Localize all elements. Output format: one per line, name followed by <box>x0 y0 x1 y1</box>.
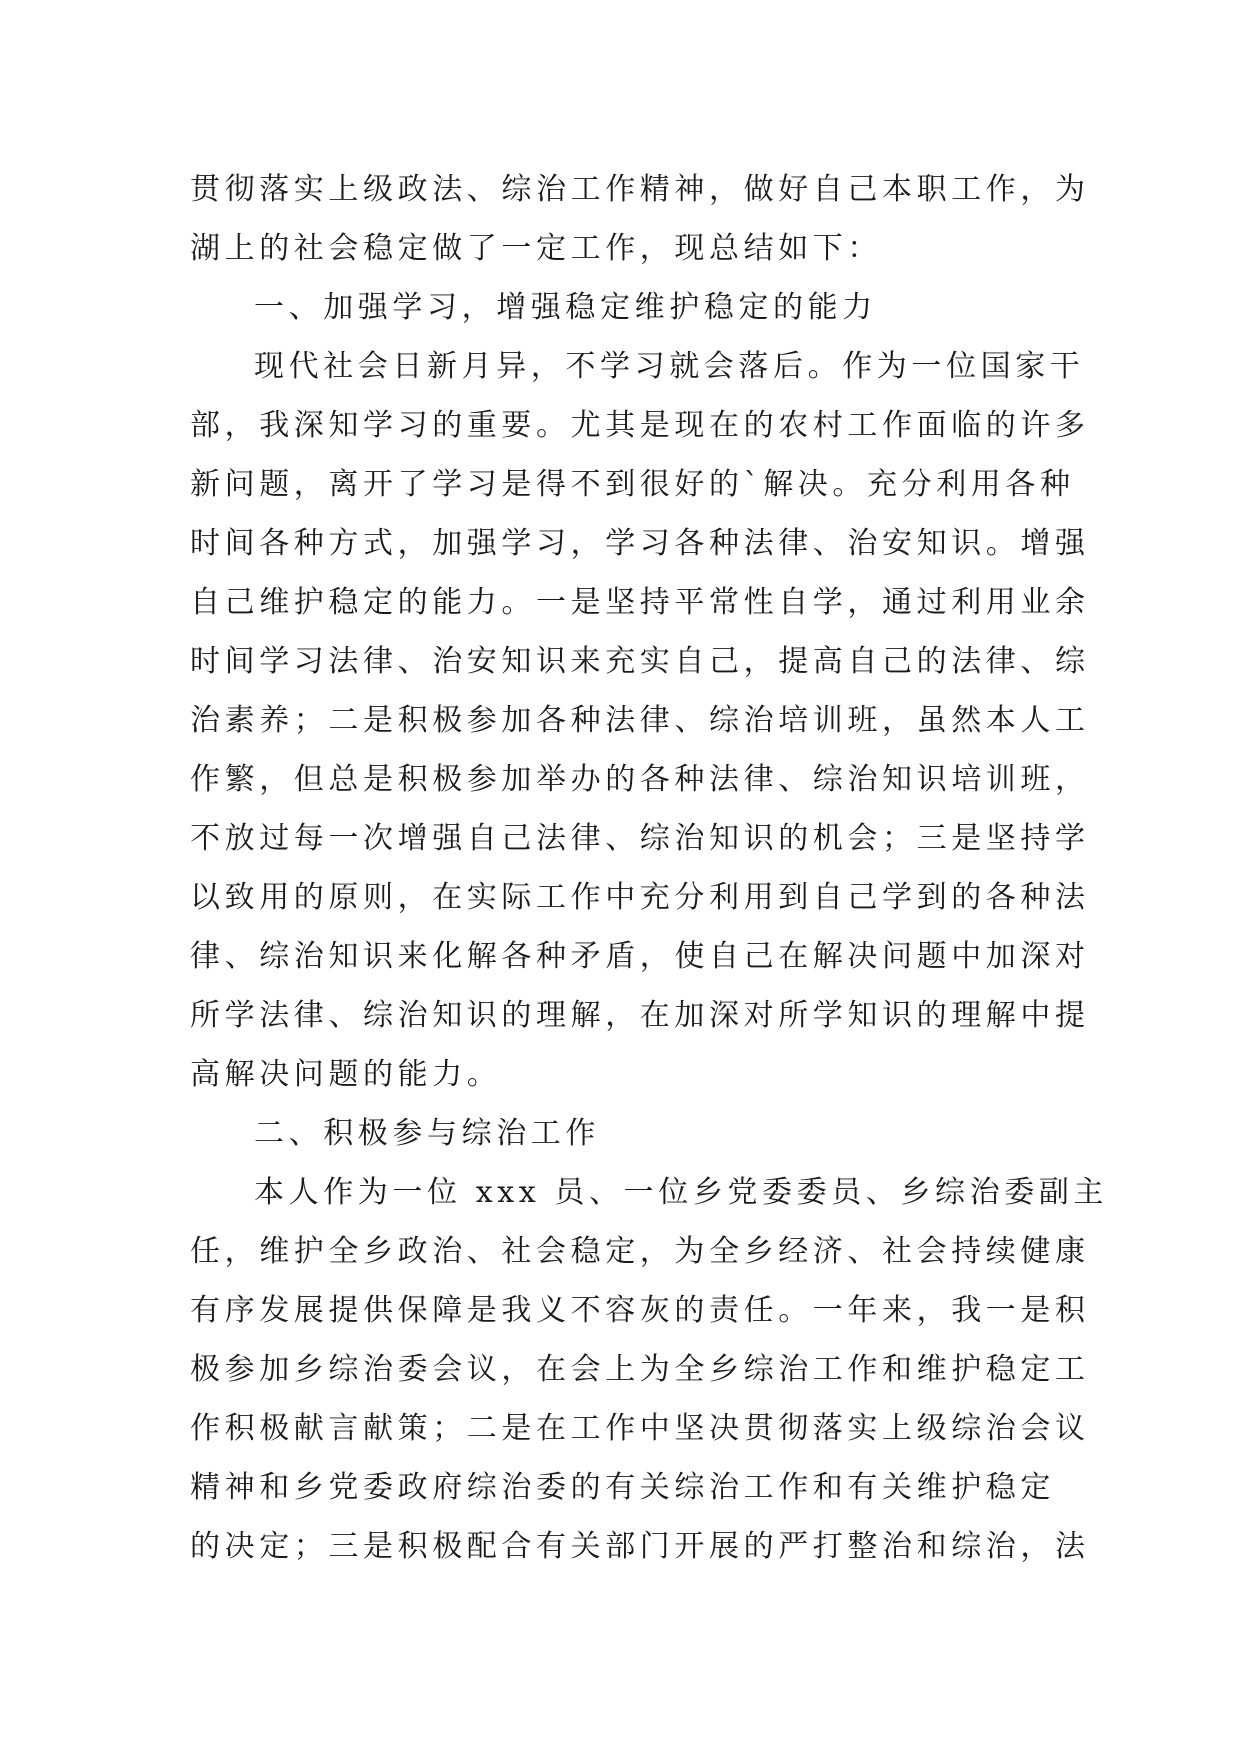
body-line: 以致用的原则，在实际工作中充分利用到自己学到的各种法 <box>190 880 1090 915</box>
body-line: 时间学习法律、治安知识来充实自己，提高自己的法律、综 <box>190 644 1090 679</box>
body-line: 任，维护全乡政治、社会稳定，为全乡经济、社会持续健康 <box>190 1234 1090 1269</box>
body-line: 本人作为一位 xxx 员、一位乡党委委员、乡综治委副主 <box>254 1175 1109 1210</box>
body-line: 所学法律、综治知识的理解，在加深对所学知识的理解中提 <box>190 998 1090 1033</box>
document-body <box>190 160 1109 1576</box>
body-line: 不放过每一次增强自己法律、综治知识的机会；三是坚持学 <box>190 821 1090 856</box>
body-line: 有序发展提供保障是我义不容灰的责任。一年来，我一是积 <box>190 1293 1090 1328</box>
body-line: 自己维护稳定的能力。一是坚持平常性自学，通过利用业余 <box>190 585 1090 620</box>
body-line: 新问题，离开了学习是得不到很好的`解决。充分利用各种 <box>190 467 1075 502</box>
body-line: 湖上的社会稳定做了一定工作，现总结如下： <box>190 231 882 266</box>
body-line: 现代社会日新月异，不学习就会落后。作为一位国家干 <box>254 349 1085 384</box>
body-line: 律、综治知识来化解各种矛盾，使自己在解决问题中加深对 <box>190 939 1090 974</box>
body-line: 时间各种方式，加强学习，学习各种法律、治安知识。增强 <box>190 526 1090 561</box>
body-line: 作繁，但总是积极参加举办的各种法律、综治知识培训班， <box>190 762 1090 797</box>
body-line: 治素养；二是积极参加各种法律、综治培训班，虽然本人工 <box>190 703 1090 738</box>
section-heading: 一、加强学习，增强稳定维护稳定的能力 <box>254 290 877 325</box>
body-line: 贯彻落实上级政法、综治工作精神，做好自己本职工作，为 <box>190 172 1090 207</box>
body-line: 高解决问题的能力。 <box>190 1057 502 1092</box>
body-line: 的决定；三是积极配合有关部门开展的严打整治和综治，法 <box>190 1529 1090 1564</box>
body-line: 部，我深知学习的重要。尤其是现在的农村工作面临的许多 <box>190 408 1090 443</box>
section-heading: 二、积极参与综治工作 <box>254 1116 600 1151</box>
body-line: 极参加乡综治委会议，在会上为全乡综治工作和维护稳定工 <box>190 1352 1090 1387</box>
body-line: 精神和乡党委政府综治委的有关综治工作和有关维护稳定 <box>190 1470 1055 1505</box>
body-line: 作积极献言献策；二是在工作中坚决贯彻落实上级综治会议 <box>190 1411 1090 1446</box>
